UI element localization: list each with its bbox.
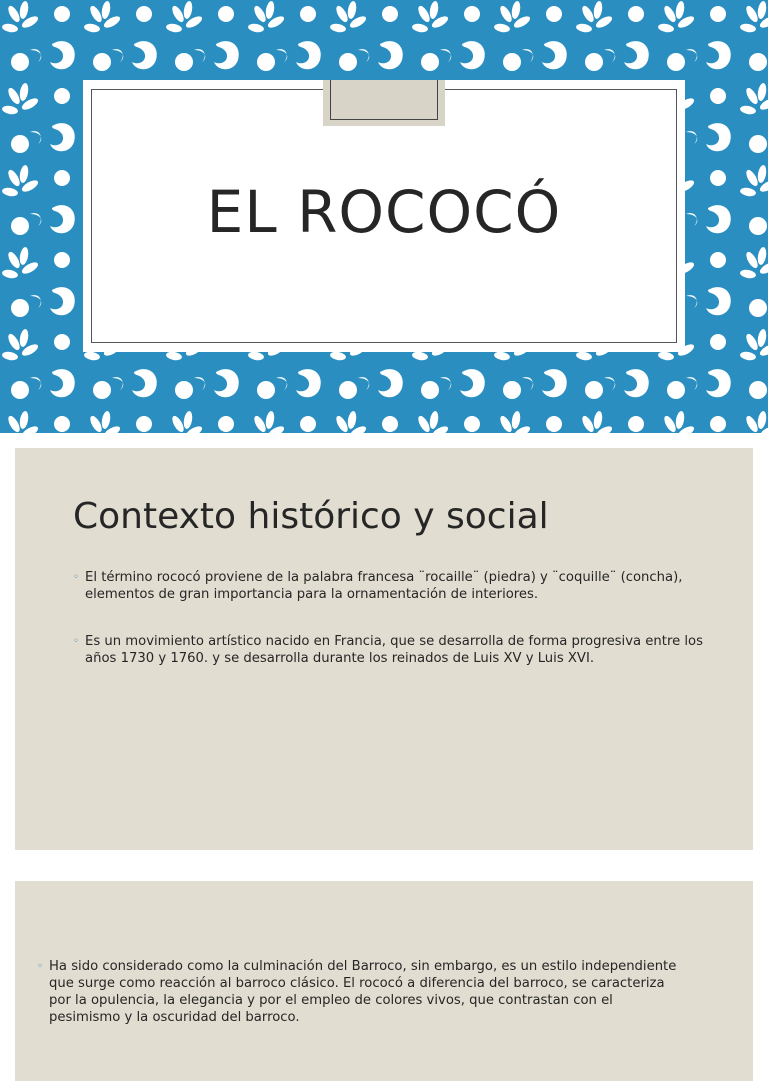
slide-title: EL ROCOCÓ bbox=[206, 178, 562, 246]
title-card bbox=[83, 80, 685, 352]
list-item: ◦ Ha sido considerado como la culminación del Barroco, sin embargo, es un estilo independiente que surge como reacción al barroco clásico. El rococó a diferencia del barroco, se caracteriza por la opulencia, la elegancia y por el empleo de colores vivos, que contrastan con el pesimismo y la oscuridad del barroco. bbox=[37, 959, 677, 1025]
bullet-marker-icon: ◦ bbox=[73, 636, 79, 647]
bullet-marker-icon: ◦ bbox=[37, 961, 43, 972]
list-item: ◦ Es un movimiento artístico nacido en Francia, que se desarrolla de forma progresiva entre los años 1730 y 1760. y se desarrolla durante los reinados de Luis XV y Luis XVI. bbox=[73, 634, 703, 666]
list-item: ◦ El término rococó proviene de la palabra francesa ¨rocaille¨ (piedra) y ¨coquille¨ (concha), elementos de gran importancia para la ornamentación de interiores. bbox=[73, 570, 683, 602]
slide-heading: Contexto histórico y social bbox=[73, 496, 549, 537]
bullet-list bbox=[37, 958, 687, 1026]
bullet-marker-icon: ◦ bbox=[73, 572, 79, 583]
title-slide bbox=[0, 0, 768, 433]
bullet-list bbox=[73, 569, 703, 697]
title-card-tab-decoration bbox=[323, 80, 445, 126]
content-slide bbox=[15, 448, 753, 850]
third-slide bbox=[15, 881, 753, 1081]
